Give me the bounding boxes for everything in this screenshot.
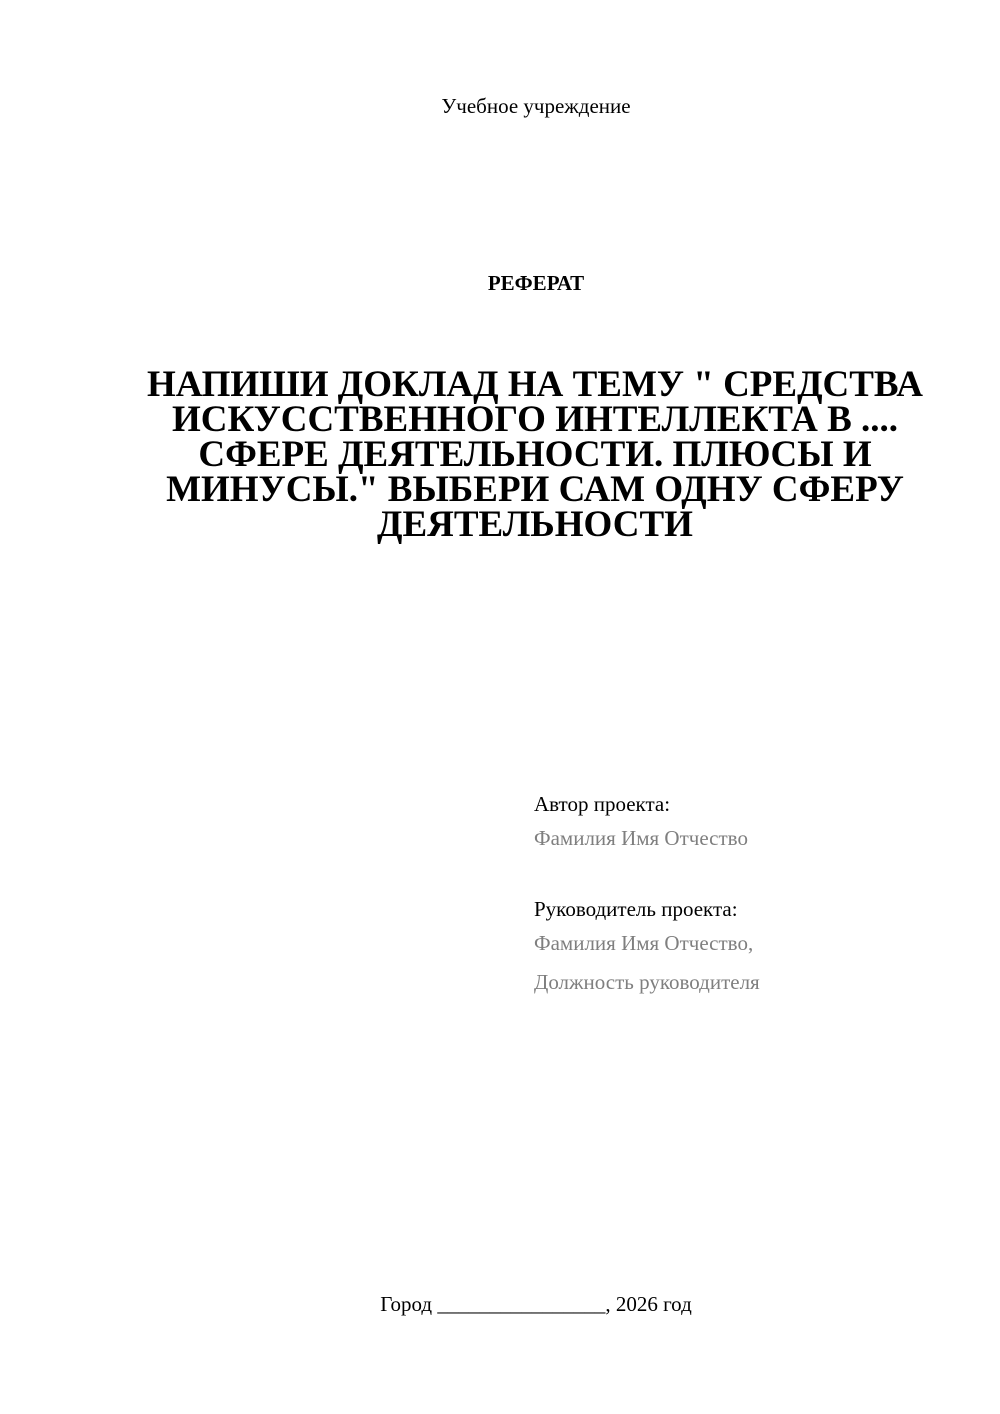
- document-title: НАПИШИ ДОКЛАД НА ТЕМУ " СРЕДСТВА ИСКУССТВЕННОГО ИНТЕЛЛЕКТА В .... СФЕРЕ ДЕЯТЕЛЬНОСТИ. ПЛЮСЫ И МИНУСЫ." ВЫБЕРИ САМ ОДНУ СФЕРУ ДЕЯТЕЛЬНОСТИ: [146, 364, 923, 545]
- document-type-heading: РЕФЕРАТ: [487, 271, 585, 295]
- supervisor-position: Должность руководителя: [534, 970, 760, 994]
- city-year-footer: Город ________________, 2026 год: [380, 1292, 692, 1316]
- author-label: Автор проекта:: [534, 792, 671, 816]
- supervisor-name: Фамилия Имя Отчество,: [534, 931, 754, 955]
- institution-name: Учебное учреждение: [441, 94, 631, 118]
- author-block: [534, 791, 974, 865]
- author-name: Фамилия Имя Отчество: [534, 826, 748, 850]
- supervisor-block: [534, 896, 974, 1008]
- supervisor-label: Руководитель проекта:: [534, 897, 738, 921]
